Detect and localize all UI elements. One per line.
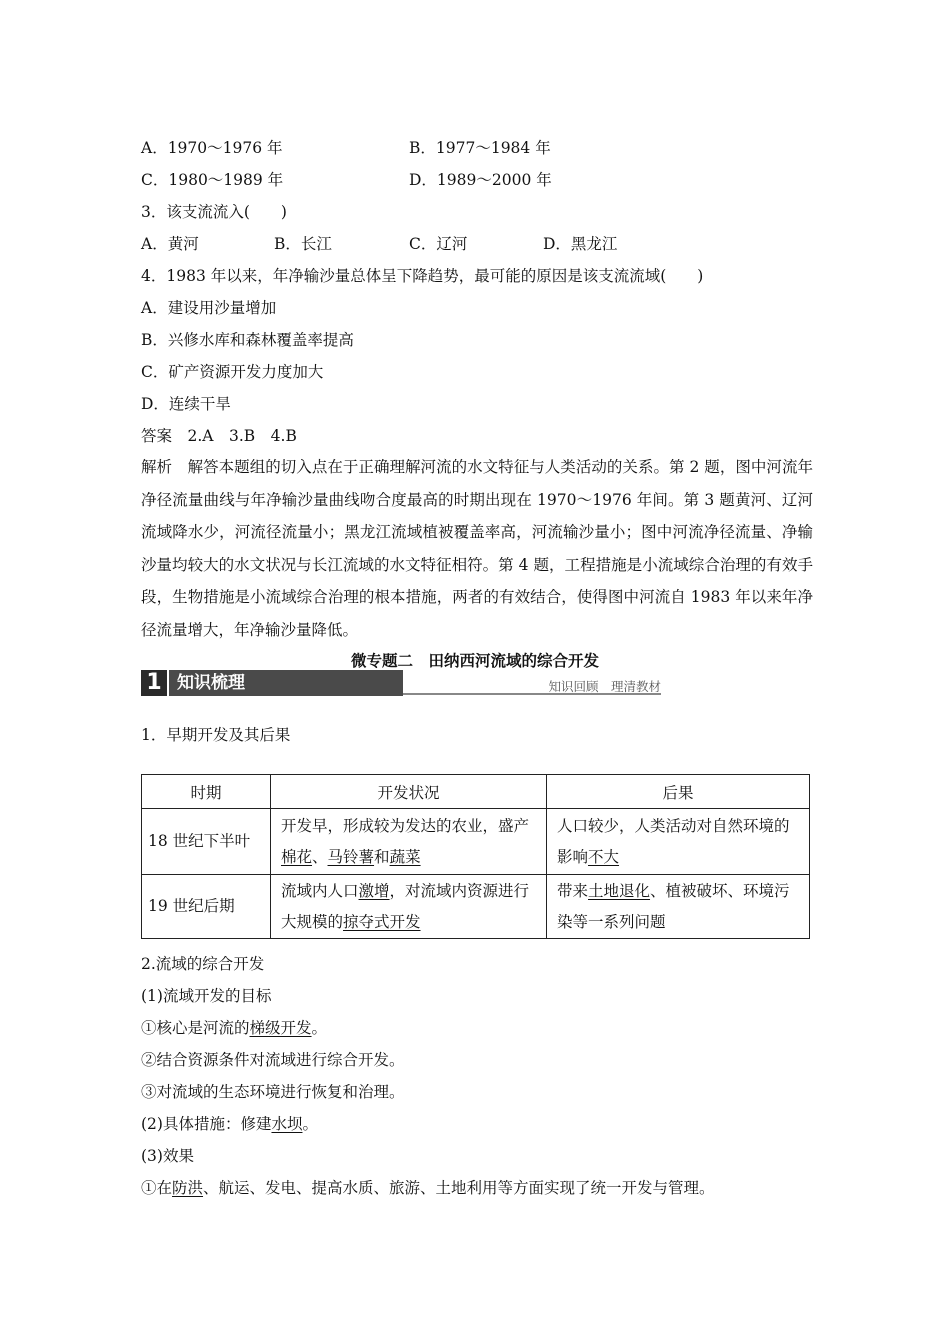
q3-option-c: C．辽河 [409, 235, 468, 253]
cell-development [271, 875, 547, 939]
cell-consequence [547, 809, 810, 875]
analysis-paragraph [141, 451, 813, 646]
option-c: C．1980～1989 年 [141, 171, 284, 189]
text-run: 开发早，形成较为发达的农业，盛产 [281, 816, 530, 835]
underlined-term: 掠夺式开发 [343, 912, 421, 931]
text-run: 和 [374, 847, 390, 866]
header-period: 时期 [142, 775, 271, 809]
cell-period: 18 世纪下半叶 [142, 809, 271, 875]
heading-goals: (1)流域开发的目标 [141, 987, 272, 1005]
text-run: (2)具体措施：修建 [141, 1115, 272, 1133]
question-3: 3．该支流流入( ) [141, 203, 287, 221]
goal-2: ②结合资源条件对流域进行综合开发。 [141, 1051, 405, 1069]
answer-line: 答案 2.A 3.B 4.B [141, 427, 297, 445]
effect-1 [141, 1177, 715, 1199]
underlined-term: 蔬菜 [389, 847, 421, 866]
heading-integrated-development: 2.流域的综合开发 [141, 955, 265, 973]
header-consequence: 后果 [547, 775, 810, 809]
text-run: 人口较少，人类活动对自然环境的影响 [557, 816, 790, 866]
underlined-term: 棉花 [281, 847, 313, 866]
text-run: 带来 [557, 881, 589, 900]
underlined-term: 防洪 [172, 1179, 204, 1197]
option-b: B．1977～1984 年 [409, 139, 551, 157]
analysis-text: 解答本题组的切入点在于正确理解河流的水文特征与人类活动的关系。第 2 题，图中河流年净径流量曲线与年净输沙量曲线吻合度最高的时期出现在 1970～1976 年间。第 3 题黄河、辽河流域降水少，河流径流量小；黑龙江流域植被覆盖率高，河流输沙量小；图中河流净径流量、净输沙量均较大的水文状况与长江流域的水文特征相符。第 4 题，工程措施是小流域综合治理的有效手段，生物措施是小流域综合治理的根本措施，两者的有效结合，使得图中河流自 1983 年以来年净径流量增大，年净输沙量降低。 [141, 458, 813, 639]
development-table [141, 774, 810, 939]
question-4: 4．1983 年以来，年净输沙量总体呈下降趋势，最可能的原因是该支流流域( ) [141, 267, 704, 285]
q4-option-d: D．连续干旱 [141, 395, 231, 413]
underlined-term: 梯级开发 [249, 1019, 312, 1037]
q4-option-c: C．矿产资源开发力度加大 [141, 363, 324, 381]
cell-period: 19 世纪后期 [142, 875, 271, 939]
table-row [142, 875, 810, 939]
measures [141, 1113, 318, 1135]
heading-effects: (3)效果 [141, 1147, 194, 1165]
underlined-term: 水坝 [271, 1115, 303, 1133]
option-a: A．1970～1976 年 [141, 139, 283, 157]
q3-option-b: B．长江 [274, 235, 332, 253]
text-run: ①核心是河流的 [141, 1019, 250, 1037]
text-run: ，对流域内资源进行大规模的 [281, 881, 530, 931]
text-run: 、 [312, 847, 328, 866]
q3-option-d: D．黑龙江 [543, 235, 618, 253]
underlined-term: 不大 [588, 847, 620, 866]
header-development: 开发状况 [271, 775, 547, 809]
banner-number: 1 [141, 670, 167, 696]
text-run: 。 [311, 1019, 328, 1037]
text-run: 流域内人口 [281, 881, 359, 900]
section-title: 微专题二 田纳西河流域的综合开发 [350, 651, 599, 670]
banner-subtitle: 知识回顾 理清教材 [548, 679, 661, 694]
underlined-term: 马铃薯 [327, 847, 375, 866]
q4-option-b: B．兴修水库和森林覆盖率提高 [141, 331, 354, 349]
option-d: D．1989～2000 年 [409, 171, 552, 189]
heading-early-development: 1．早期开发及其后果 [141, 726, 291, 744]
q4-option-a: A．建设用沙量增加 [141, 299, 277, 317]
text-run: 、航运、发电、提高水质、旅游、土地利用等方面实现了统一开发与管理。 [203, 1179, 715, 1197]
cell-development [271, 809, 547, 875]
goal-1 [141, 1017, 327, 1039]
text-run: ①在 [141, 1179, 173, 1197]
underlined-term: 土地退化 [588, 881, 651, 900]
analysis-label: 解析 [141, 458, 173, 476]
text-run: 。 [302, 1115, 318, 1133]
banner-label: 知识梳理 [169, 670, 403, 696]
table-header-row [142, 775, 810, 809]
knowledge-banner [141, 670, 661, 696]
goal-3: ③对流域的生态环境进行恢复和治理。 [141, 1083, 405, 1101]
table-row [142, 809, 810, 875]
text-run: 、植被破坏、环境污染等一系列问题 [557, 881, 790, 931]
q3-option-a: A．黄河 [141, 235, 199, 253]
cell-consequence [547, 875, 810, 939]
underlined-term: 激增 [358, 881, 390, 900]
